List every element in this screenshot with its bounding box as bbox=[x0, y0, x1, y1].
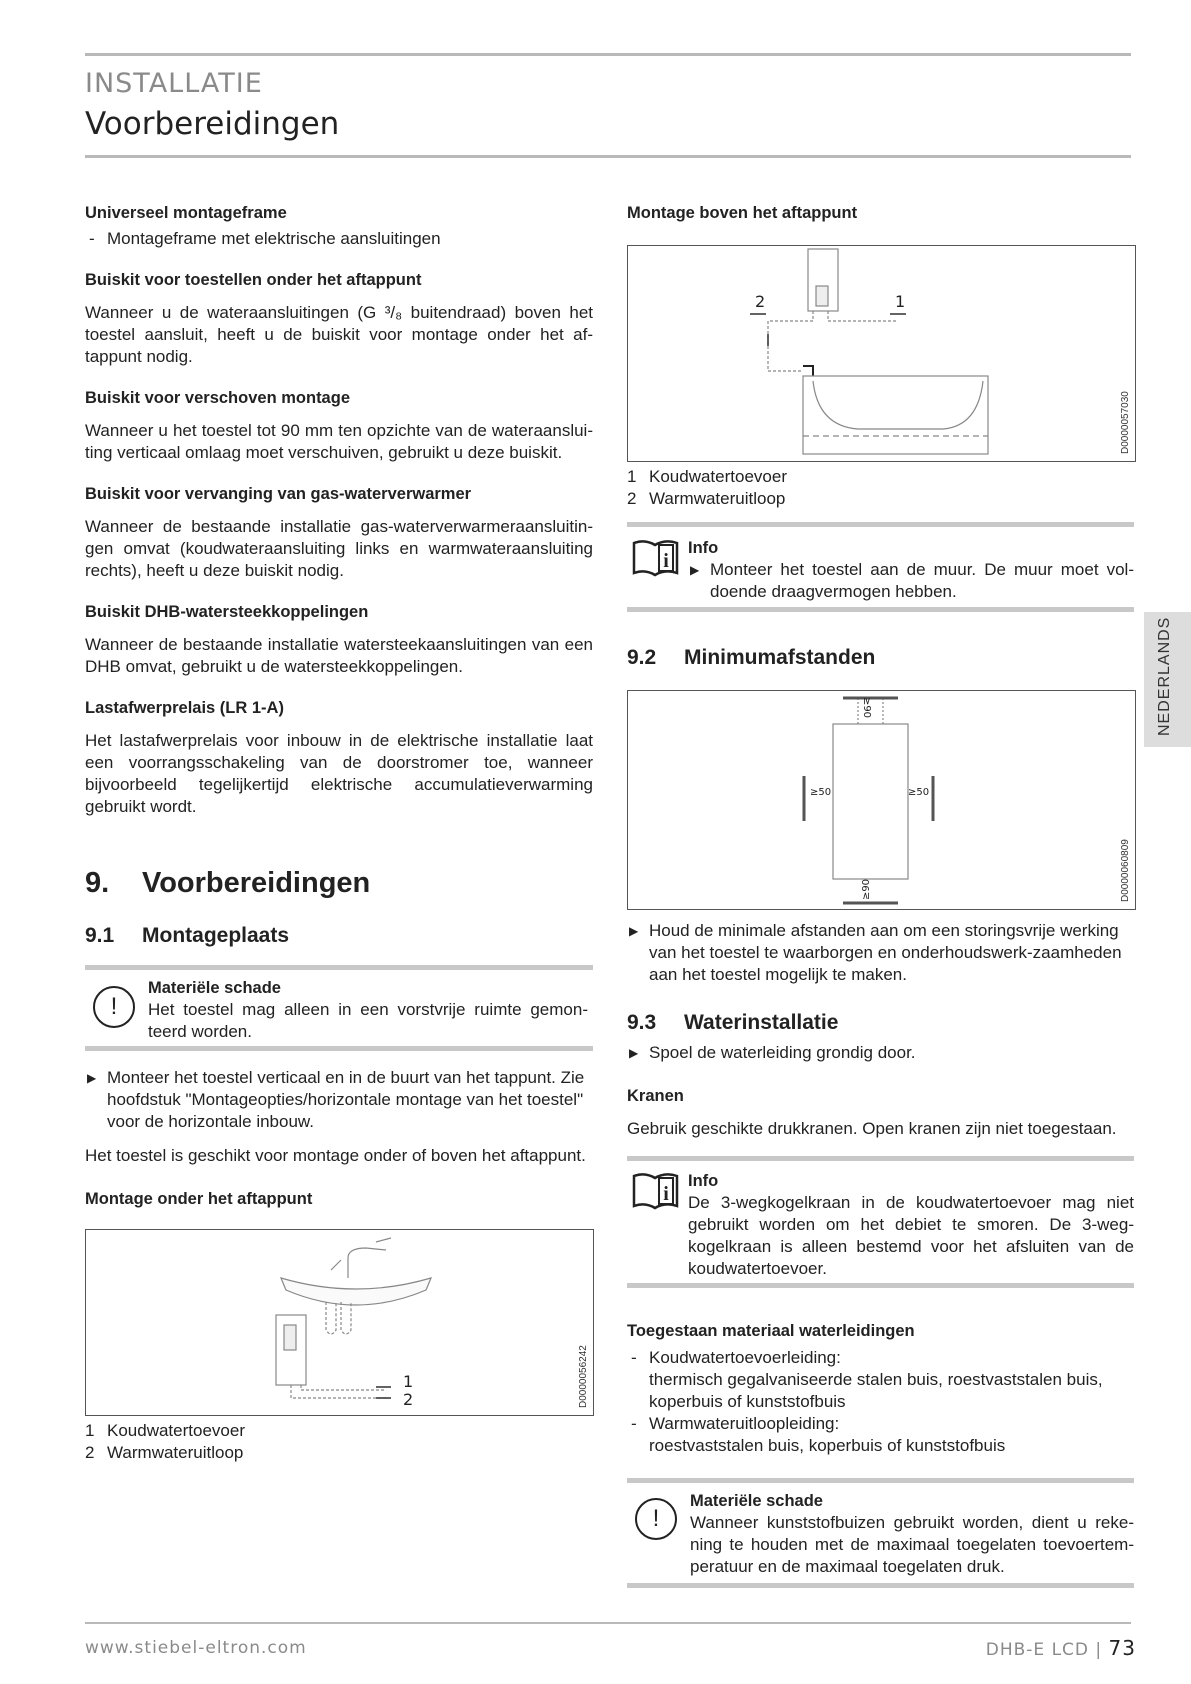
frame-item: - Montageframe met elektrische aansluitingen bbox=[85, 228, 593, 250]
kit1-heading: Buiskit voor toestellen onder het aftappunt bbox=[85, 271, 422, 289]
kit4-heading: Buiskit DHB-watersteekkoppelingen bbox=[85, 603, 369, 621]
materials-cold-label: - Koudwatertoevoerleiding: bbox=[627, 1347, 1134, 1369]
clearance-bottom: ≥90 bbox=[861, 878, 873, 901]
materials-hot-text: roestvaststalen buis, koperbuis of kunststofbuis bbox=[649, 1436, 1006, 1455]
footer-rule bbox=[85, 1622, 1131, 1624]
warning2-title: Materiële schade bbox=[690, 1492, 823, 1510]
materials-cold-text: thermisch gegalvaniseerde stalen buis, roestvaststalen buis, koperbuis of kunststofbuis bbox=[649, 1370, 1103, 1411]
info1-bottom-rule bbox=[627, 607, 1134, 612]
kit2-text: Wanneer u het toestel tot 90 mm ten opzichte van de wateraanslui-ting verticaal omlaag moet verschuiven, gebruikt u deze buiskit. bbox=[85, 421, 593, 462]
info2-top-rule bbox=[627, 1156, 1134, 1161]
kit1-text: Wanneer u de wateraansluitingen (G ³/₈ buitendraad) boven het toestel aansluit, heeft u de buiskit voor montage onder het af-tappunt nodig. bbox=[85, 303, 593, 366]
warning2-box bbox=[690, 1490, 1134, 1578]
taps-heading: Kranen bbox=[627, 1087, 684, 1105]
chapter-9-number: 9. bbox=[85, 867, 110, 899]
warning-title: Materiële schade bbox=[148, 979, 281, 997]
section-9-2-heading bbox=[627, 645, 1134, 671]
relay-text: Het lastafwerprelais voor inbouw in de elektrische installatie laat een voorrangsschakeling van de doorstromer toe, wanneer bijvoorbeeld tegelijkertijd elektrische accumulatieverwarming gebruikt wordt. bbox=[85, 731, 593, 816]
section-9-1-heading bbox=[85, 923, 593, 949]
frame-heading: Universeel montageframe bbox=[85, 204, 287, 222]
warning2-top-rule bbox=[627, 1478, 1134, 1483]
above-figure-id: D0000057030 bbox=[1120, 391, 1131, 454]
above-heading-wrap bbox=[627, 202, 1134, 224]
header-section: INSTALLATIE bbox=[85, 68, 263, 99]
warning-icon: ! bbox=[635, 1498, 677, 1540]
footer-model: DHB-E LCD bbox=[985, 1640, 1089, 1660]
clearance-right: ≥50 bbox=[908, 787, 930, 798]
section-9-1-title: Montageplaats bbox=[142, 924, 290, 947]
above-label-2: 2 bbox=[755, 292, 766, 311]
figure-below-tap bbox=[85, 1229, 594, 1416]
step-keep-clearances: ▶ Houd de minimale afstanden aan om een storingsvrije werking van het toestel te waarborgen en onderhoudswerk-zaamheden aan het toestel mogelijk te maken. bbox=[627, 920, 1134, 986]
kit3-text: Wanneer de bestaande installatie gas-waterverwarmeraansluitin-gen omvat (koudwateraansluiting links en warmwateraansluiting rechts), heeft u deze buiskit nodig. bbox=[85, 517, 593, 580]
water-installation-text bbox=[627, 1042, 1134, 1140]
warning-icon: ! bbox=[93, 986, 135, 1028]
legend-item: 1 Koudwatertoevoer bbox=[85, 1421, 245, 1440]
chapter-9-heading bbox=[85, 866, 593, 900]
above-label-1: 1 bbox=[895, 292, 906, 311]
clearance-left: ≥50 bbox=[810, 787, 832, 798]
section-9-1-number: 9.1 bbox=[85, 924, 115, 947]
below-tap-illustration bbox=[86, 1230, 593, 1415]
header-rule-top bbox=[85, 53, 1131, 56]
left-column bbox=[85, 202, 593, 818]
section-9-3-number: 9.3 bbox=[627, 1011, 657, 1034]
warning-box-top-rule bbox=[85, 965, 593, 970]
header-rule-bottom bbox=[85, 155, 1131, 158]
below-figure-id: D0000056242 bbox=[578, 1345, 589, 1408]
footer-url: www.stiebel-eltron.com bbox=[85, 1638, 307, 1658]
suitable-text: Het toestel is geschikt voor montage onder of boven het aftappunt. bbox=[85, 1146, 586, 1165]
kit2-heading: Buiskit voor verschoven montage bbox=[85, 389, 350, 407]
info2-box bbox=[688, 1170, 1134, 1280]
info2-bottom-rule bbox=[627, 1283, 1134, 1288]
materials-section bbox=[627, 1320, 1134, 1457]
footer-separator: | bbox=[1095, 1640, 1103, 1660]
info1-top-rule bbox=[627, 522, 1134, 527]
info1-box bbox=[688, 537, 1134, 603]
relay-heading: Lastafwerprelais (LR 1-A) bbox=[85, 699, 284, 717]
right-middle-text bbox=[627, 920, 1134, 986]
chapter-9-title: Voorbereidingen bbox=[142, 867, 371, 899]
below-label-2: 2 bbox=[403, 1390, 414, 1409]
kit4-text: Wanneer de bestaande installatie watersteekaansluitingen van een DHB omvat, gebruikt u de watersteekkoppelingen. bbox=[85, 635, 593, 676]
info-book-icon bbox=[631, 535, 681, 579]
legend-item: 2 Warmwateruitloop bbox=[627, 489, 786, 508]
below-label-1: 1 bbox=[403, 1372, 414, 1391]
warning-text: Het toestel mag alleen in een vorstvrije ruimte gemon-teerd worden. bbox=[148, 1000, 588, 1041]
above-tap-illustration bbox=[628, 246, 1135, 461]
info1-title: Info bbox=[688, 539, 719, 557]
legend-item: 1 Koudwatertoevoer bbox=[627, 467, 787, 486]
below-heading: Montage onder het aftappunt bbox=[85, 1190, 313, 1208]
above-legend bbox=[627, 466, 787, 510]
footer-right bbox=[986, 1636, 1136, 1660]
language-side-tab bbox=[1144, 612, 1191, 747]
page-title: Voorbereidingen bbox=[85, 106, 340, 142]
figure-above-tap bbox=[627, 245, 1136, 462]
svg-text:i: i bbox=[663, 1183, 669, 1205]
info2-title: Info bbox=[688, 1172, 719, 1190]
warning2-bottom-rule bbox=[627, 1583, 1134, 1588]
clearance-figure-id: D0000060809 bbox=[1120, 839, 1131, 902]
svg-text:i: i bbox=[663, 550, 669, 572]
step-flush: ▶ Spoel de waterleiding grondig door. bbox=[627, 1042, 1134, 1064]
step-mount-vertical: ▶ Monteer het toestel verticaal en in de buurt van het tappunt. Zie hoofdstuk "Montageopties/horizontale montage van het toestel" voor de horizontale inbouw. bbox=[85, 1067, 593, 1133]
warning-box-bottom-rule bbox=[85, 1046, 593, 1051]
info2-text: De 3-wegkogelkraan in de koudwatertoevoer mag niet gebruikt worden om het debiet te smoren. De 3-weg-kogelkraan is alleen bestemd voor het afsluiten van de koudwatertoevoer. bbox=[688, 1193, 1134, 1278]
clearance-diagram bbox=[628, 691, 1135, 909]
figure-clearances bbox=[627, 690, 1136, 910]
section-9-3-title: Waterinstallatie bbox=[684, 1011, 839, 1034]
warning2-text: Wanneer kunststofbuizen gebruikt worden, dient u reke-ning te houden met de maximaal toegelaten toevoertem-peratuur en de maximaal toegelaten druk. bbox=[690, 1513, 1134, 1576]
section-9-2-number: 9.2 bbox=[627, 646, 657, 669]
below-legend bbox=[85, 1420, 245, 1464]
materials-hot-label: - Warmwateruitloopleiding: bbox=[627, 1413, 1134, 1435]
materials-heading: Toegestaan materiaal waterleidingen bbox=[627, 1322, 915, 1340]
taps-text: Gebruik geschikte drukkranen. Open kranen zijn niet toegestaan. bbox=[627, 1119, 1117, 1138]
section-9-2-title: Minimumafstanden bbox=[684, 646, 876, 669]
kit3-heading: Buiskit voor vervanging van gas-waterverwarmer bbox=[85, 485, 472, 503]
language-side-tab-label: NEDERLANDS bbox=[1156, 616, 1173, 736]
info-book-icon bbox=[631, 1168, 681, 1212]
above-heading: Montage boven het aftappunt bbox=[627, 204, 858, 222]
legend-item: 2 Warmwateruitloop bbox=[85, 1443, 244, 1462]
page-number: 73 bbox=[1108, 1636, 1136, 1660]
section-9-3-heading bbox=[627, 1010, 1134, 1036]
info1-text: ▶ Monteer het toestel aan de muur. De muur moet vol-doende draagvermogen hebben. bbox=[688, 559, 1134, 603]
clearance-top: ≥90 bbox=[861, 696, 873, 719]
left-lower-text bbox=[85, 1067, 593, 1210]
warning-box bbox=[148, 977, 588, 1043]
